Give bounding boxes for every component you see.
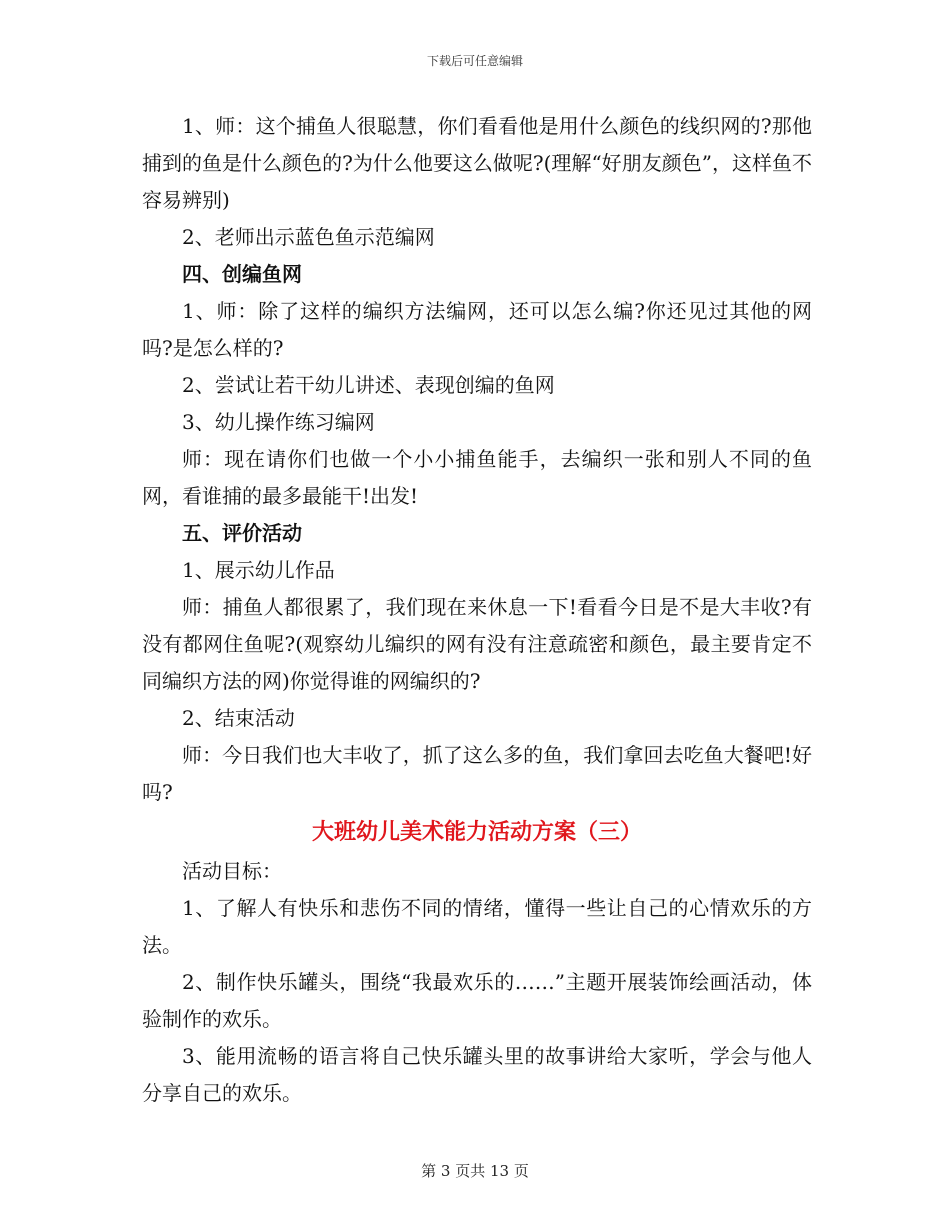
paragraph: 2、制作快乐罐头，围绕“我最欢乐的……”主题开展装饰绘画活动，体验制作的欢乐。 (142, 970, 812, 1031)
paragraph: 1、师：这个捕鱼人很聪慧，你们看看他是用什么颜色的线织网的?那他捕到的鱼是什么颜色的?为什么他要这么做呢?(理解“好朋友颜色”，这样鱼不容易辨别) (142, 114, 812, 212)
paragraph: 活动目标： (182, 859, 282, 883)
paragraph: 1、展示幼儿作品 (182, 558, 335, 582)
paragraph: 师：捕鱼人都很累了，我们现在来休息一下!看看今日是不是大丰收?有没有都网住鱼呢?(观察幼儿编织的网有没有注意疏密和颜色，最主要肯定不同编织方法的网)你觉得谁的网编织的? (142, 595, 812, 693)
paragraph: 2、结束活动 (182, 706, 295, 730)
section-heading: 四、创编鱼网 (182, 262, 302, 286)
paragraph: 师：现在请你们也做一个小小捕鱼能手，去编织一张和别人不同的鱼网，看谁捕的最多最能干!出发! (142, 447, 812, 508)
paragraph: 3、能用流畅的语言将自己快乐罐头里的故事讲给大家听，学会与他人分享自己的欢乐。 (142, 1044, 812, 1105)
section-heading: 五、评价活动 (182, 521, 302, 545)
paragraph: 3、幼儿操作练习编网 (182, 410, 375, 434)
paragraph: 师：今日我们也大丰收了，抓了这么多的鱼，我们拿回去吃鱼大餐吧!好吗? (142, 743, 812, 804)
page-footer: 第 3 页共 13 页 (421, 1162, 529, 1180)
document-title: 大班幼儿美术能力活动方案（三） (311, 820, 642, 845)
paragraph: 1、师：除了这样的编织方法编网，还可以怎么编?你还见过其他的网吗?是怎么样的? (142, 299, 812, 360)
page-header: 下载后可任意编辑 (426, 54, 523, 68)
document-body (142, 108, 812, 1112)
paragraph: 1、了解人有快乐和悲伤不同的情绪，懂得一些让自己的心情欢乐的方法。 (142, 896, 812, 957)
paragraph: 2、尝试让若干幼儿讲述、表现创编的鱼网 (182, 373, 555, 397)
paragraph: 2、老师出示蓝色鱼示范编网 (182, 225, 435, 249)
